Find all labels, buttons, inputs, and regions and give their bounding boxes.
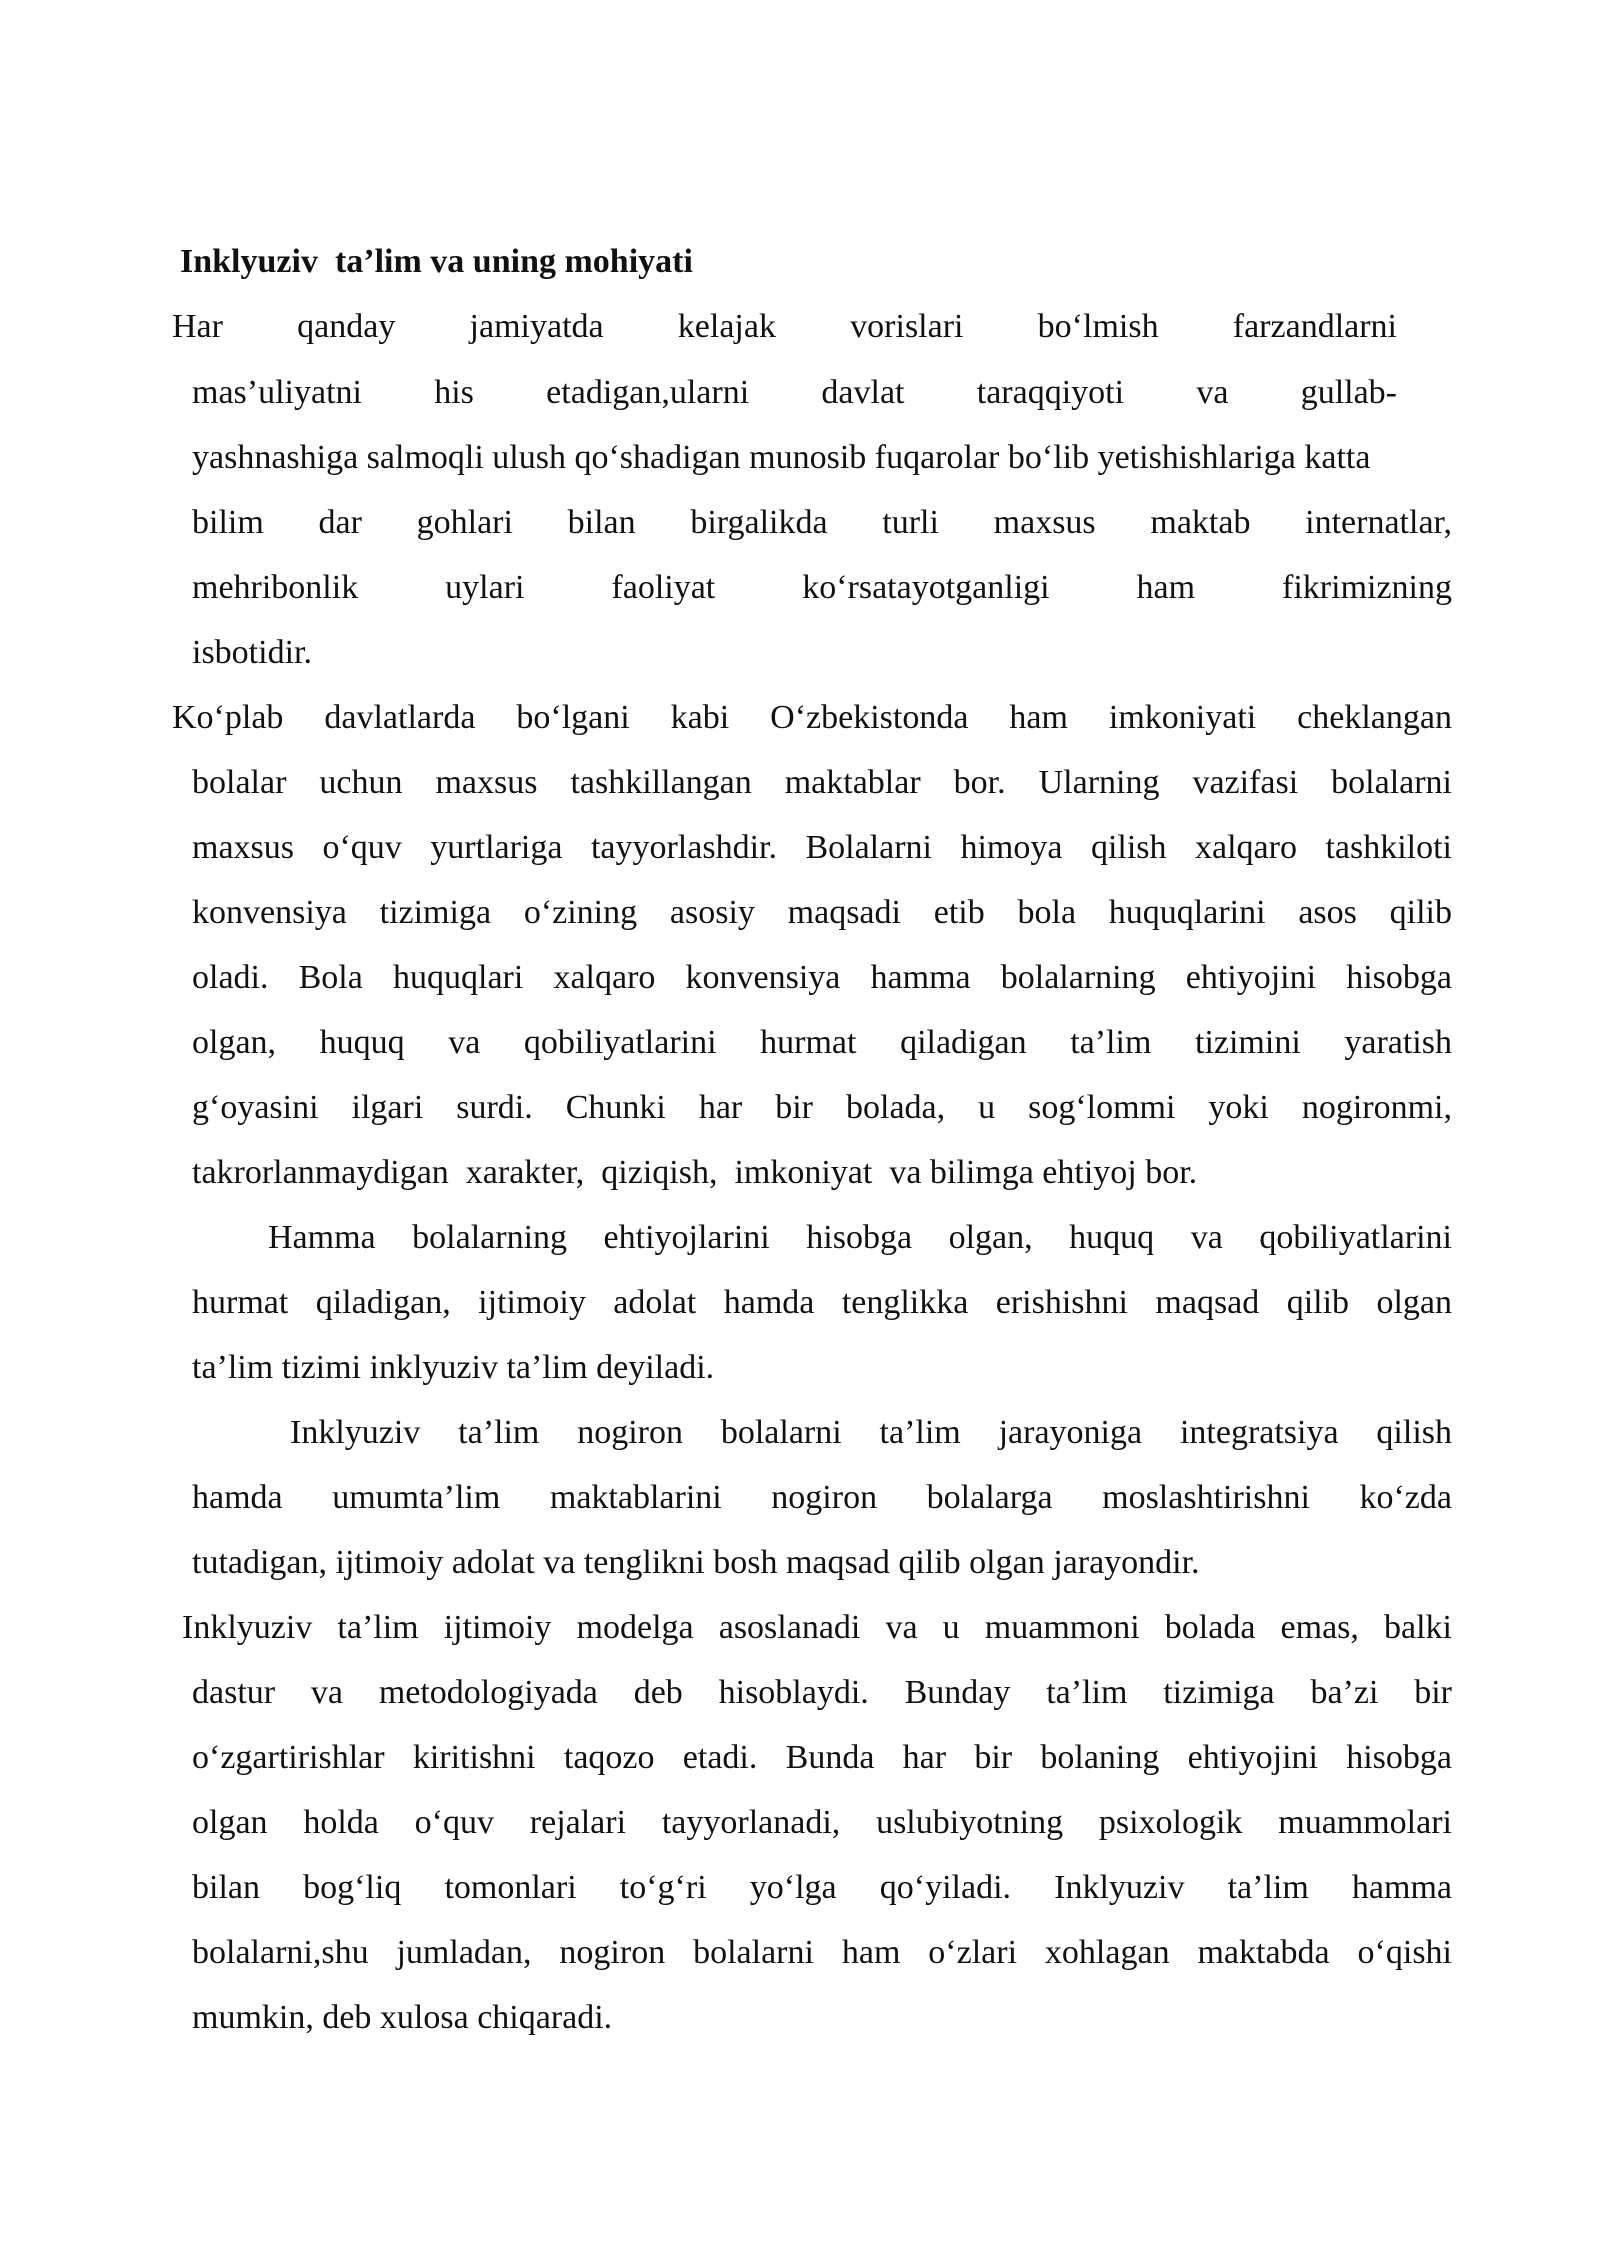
text-line: ta’lim tizimi inklyuziv ta’lim deyiladi. bbox=[192, 1349, 715, 1386]
page-title: Inklyuziv ta’lim va uning mohiyati bbox=[180, 243, 693, 280]
text-line: Inklyuziv ta’lim nogiron bolalarni ta’lim jarayoniga integratsiya qilish bbox=[290, 1414, 1452, 1451]
text-line: tutadigan, ijtimoiy adolat va tenglikni bosh maqsad qilib olgan jarayondir. bbox=[192, 1544, 1200, 1581]
text-line: takrorlanmaydigan xarakter, qiziqish, imkoniyat va bilimga ehtiyoj bor. bbox=[192, 1154, 1198, 1191]
text-line: bilan bog‘liq tomonlari to‘g‘ri yo‘lga qo‘yiladi. Inklyuziv ta’lim hamma bbox=[192, 1869, 1452, 1906]
text-line: olgan holda o‘quv rejalari tayyorlanadi, uslubiyotning psixologik muammolari bbox=[192, 1804, 1452, 1841]
text-line: olgan, huquq va qobiliyatlarini hurmat qiladigan ta’lim tizimini yaratish bbox=[192, 1024, 1452, 1061]
text-line: dastur va metodologiyada deb hisoblaydi. Bunday ta’lim tizimiga ba’zi bir bbox=[192, 1674, 1452, 1711]
text-line: mumkin, deb xulosa chiqaradi. bbox=[192, 1999, 613, 2036]
text-line: hurmat qiladigan, ijtimoiy adolat hamda tenglikka erishishni maqsad qilib olgan bbox=[192, 1284, 1452, 1321]
text-line: mas’uliyatni his etadigan,ularni davlat taraqqiyoti va gullab- bbox=[192, 374, 1397, 411]
text-line: Har qanday jamiyatda kelajak vorislari bo‘lmish farzandlarni bbox=[172, 308, 1397, 345]
text-line: mehribonlik uylari faoliyat ko‘rsatayotganligi ham fikrimizning bbox=[192, 569, 1452, 606]
text-line: bilim dar gohlari bilan birgalikda turli maxsus maktab internatlar, bbox=[192, 504, 1452, 541]
text-line: konvensiya tizimiga o‘zining asosiy maqsadi etib bola huquqlarini asos qilib bbox=[192, 894, 1452, 931]
text-line: o‘zgartirishlar kiritishni taqozo etadi. Bunda har bir bolaning ehtiyojini hisobga bbox=[192, 1739, 1452, 1776]
text-line: Hamma bolalarning ehtiyojlarini hisobga olgan, huquq va qobiliyatlarini bbox=[268, 1219, 1452, 1256]
text-line: yashnashiga salmoqli ulush qo‘shadigan munosib fuqarolar bo‘lib yetishishlariga katta bbox=[192, 439, 1371, 476]
text-line: bolalar uchun maxsus tashkillangan maktablar bor. Ularning vazifasi bolalarni bbox=[192, 764, 1452, 801]
text-line: Inklyuziv ta’lim ijtimoiy modelga asoslanadi va u muammoni bolada emas, balki bbox=[182, 1609, 1452, 1646]
text-line: hamda umumta’lim maktablarini nogiron bolalarga moslashtirishni ko‘zda bbox=[192, 1479, 1452, 1516]
text-line: maxsus o‘quv yurtlariga tayyorlashdir. Bolalarni himoya qilish xalqaro tashkiloti bbox=[192, 829, 1452, 866]
text-line: oladi. Bola huquqlari xalqaro konvensiya hamma bolalarning ehtiyojini hisobga bbox=[192, 959, 1452, 996]
text-line: Ko‘plab davlatlarda bo‘lgani kabi O‘zbekistonda ham imkoniyati cheklangan bbox=[172, 699, 1452, 736]
text-line: isbotidir. bbox=[192, 634, 312, 671]
text-line: g‘oyasini ilgari surdi. Chunki har bir bolada, u sog‘lommi yoki nogironmi, bbox=[192, 1089, 1452, 1126]
text-line: bolalarni,shu jumladan, nogiron bolalarni ham o‘zlari xohlagan maktabda o‘qishi bbox=[192, 1934, 1452, 1971]
